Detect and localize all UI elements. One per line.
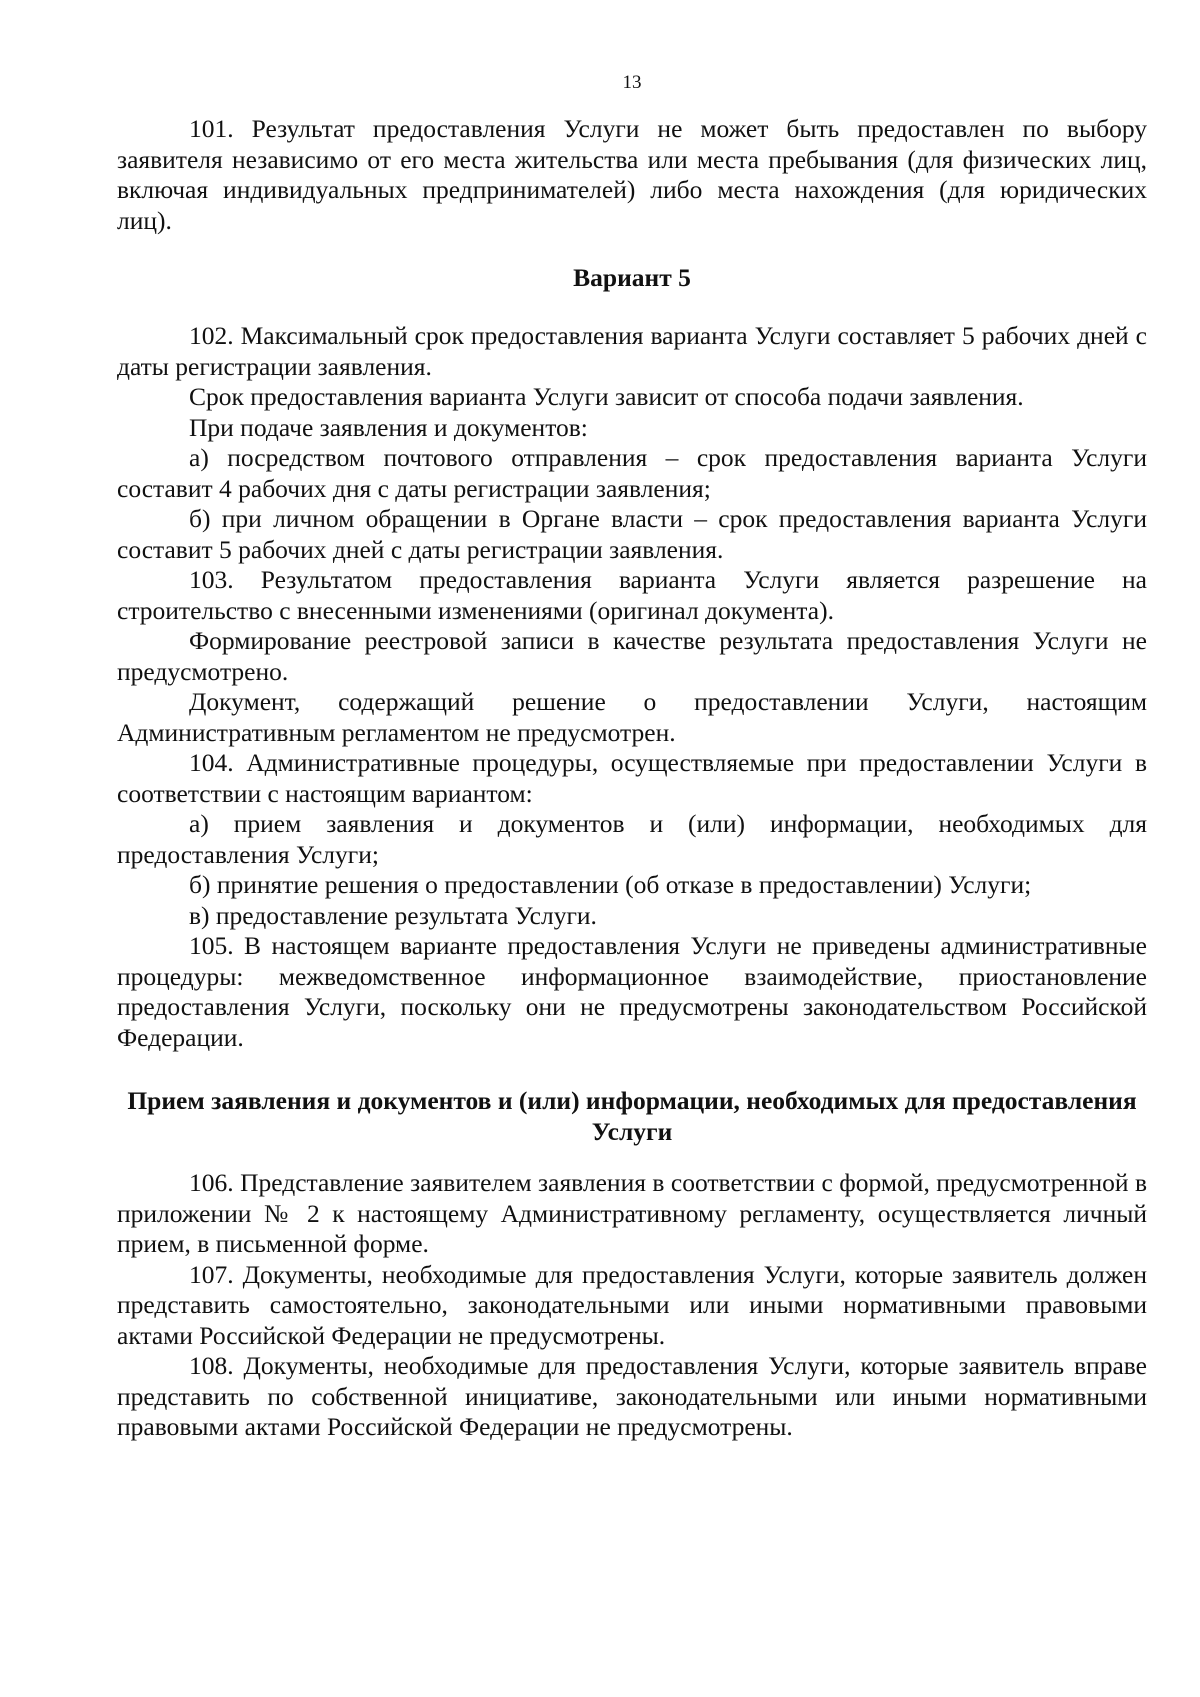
paragraph-108: 108. Документы, необходимые для предоставления Услуги, которые заявитель вправе представить по собственной инициативе, законодательными или иными нормативными правовыми актами Российской Федерации не предусмотрены.: [117, 1351, 1147, 1441]
paragraph-procedure-a: а) прием заявления и документов и (или) информации, необходимых для предоставления Услуги;: [117, 809, 1147, 869]
paragraph-term-method: Срок предоставления варианта Услуги зависит от способа подачи заявления.: [189, 382, 1024, 411]
section-heading-reception: Прием заявления и документов и (или) информации, необходимых для предоставления Услуги: [127, 1086, 1137, 1146]
paragraph-101: 101. Результат предоставления Услуги не может быть предоставлен по выбору заявителя независимо от его места жительства или места пребывания (для физических лиц, включая индивидуальных предпринимателей) либо места нахождения (для юридических лиц).: [117, 114, 1147, 235]
paragraph-registry-record: Формирование реестровой записи в качестве результата предоставления Услуги не предусмотрено.: [117, 626, 1147, 686]
paragraph-submission-intro: При подаче заявления и документов:: [189, 412, 588, 442]
paragraph-106: 106. Представление заявителем заявления в соответствии с формой, предусмотренной в приложении № 2 к настоящему Административному регламенту, осуществляется личный прием, в письменной форме.: [117, 1168, 1147, 1258]
paragraph-102: 102. Максимальный срок предоставления варианта Услуги составляет 5 рабочих дней с даты регистрации заявления.: [117, 321, 1147, 381]
paragraph-submission-b: б) при личном обращении в Органе власти – срок предоставления варианта Услуги составит 5 рабочих дней с даты регистрации заявления.: [117, 504, 1147, 564]
paragraph-procedure-b: б) принятие решения о предоставлении (об отказе в предоставлении) Услуги;: [189, 870, 1032, 899]
section-heading-reception-block: [117, 1085, 1147, 1147]
paragraph-submission-a: а) посредством почтового отправления – срок предоставления варианта Услуги составит 4 рабочих дня с даты регистрации заявления;: [117, 443, 1147, 503]
paragraph-procedure-c: в) предоставление результата Услуги.: [189, 900, 597, 930]
paragraph-decision-document: Документ, содержащий решение о предоставлении Услуги, настоящим Административным регламентом не предусмотрен.: [117, 687, 1147, 747]
section-heading-variant-5: Вариант 5: [573, 263, 691, 292]
variant-5-paragraphs: [117, 321, 1147, 1053]
paragraph-107: 107. Документы, необходимые для предоставления Услуги, которые заявитель должен представить самостоятельно, законодательными или иными нормативными правовыми актами Российской Федерации не предусмотрены.: [117, 1259, 1147, 1350]
section-heading-variant-5-block: [117, 262, 1147, 293]
paragraph-104: 104. Административные процедуры, осуществляемые при предоставлении Услуги в соответствии с настоящим вариантом:: [117, 748, 1147, 808]
page-number: 13: [622, 72, 642, 93]
paragraph-101-block: [117, 114, 1147, 236]
paragraph-105: 105. В настоящем варианте предоставления Услуги не приведены административные процедуры: межведомственное информационное взаимодействие, приостановление предоставления Услуги, поскольку они не предусмотрены законодательством Российской Федерации.: [117, 931, 1147, 1052]
reception-paragraphs: [117, 1168, 1147, 1443]
paragraph-103: 103. Результатом предоставления варианта Услуги является разрешение на строительство с внесенными изменениями (оригинал документа).: [117, 565, 1147, 625]
